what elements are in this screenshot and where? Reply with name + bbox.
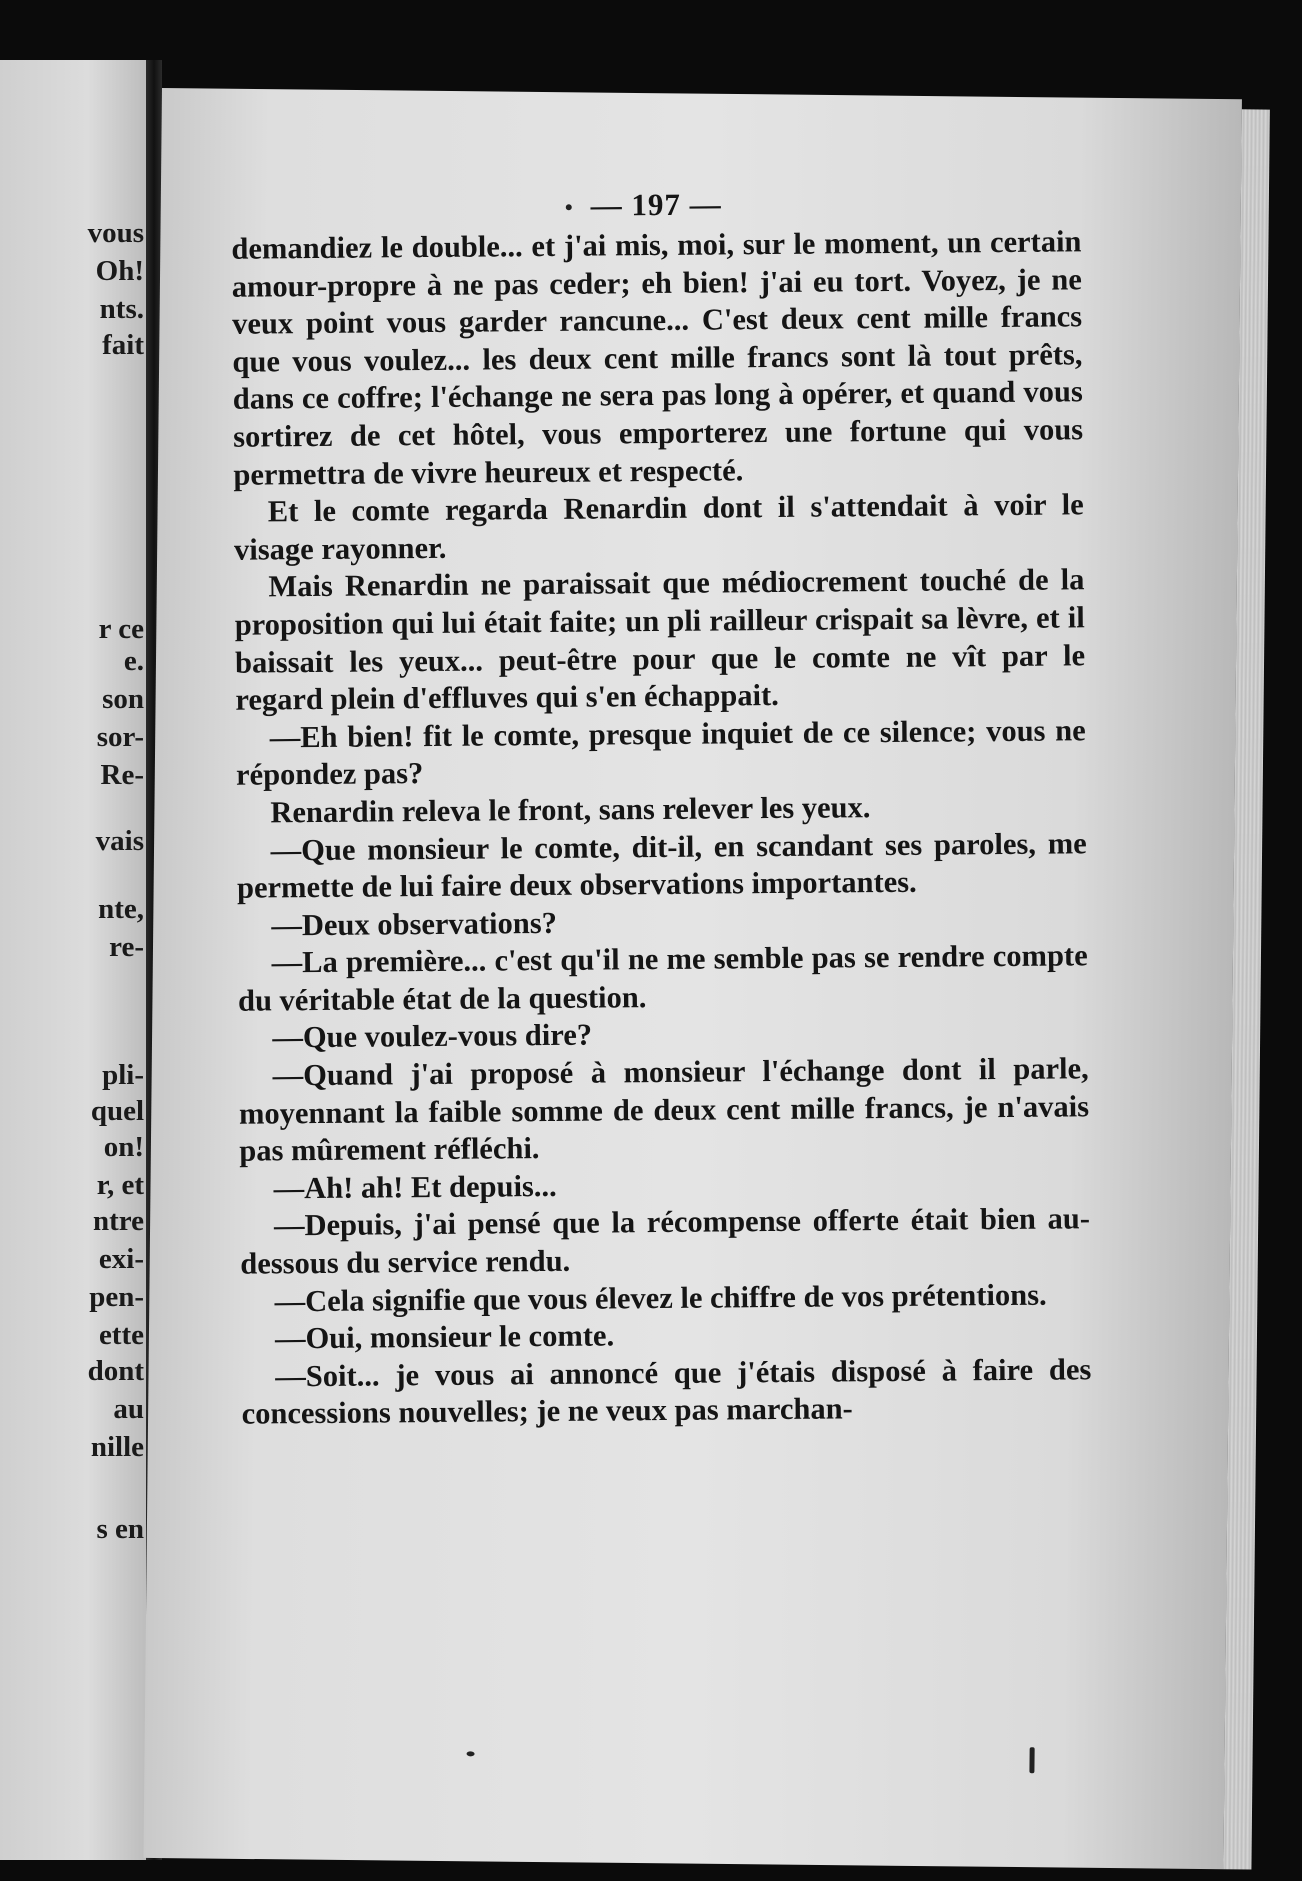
right-page [143,88,1241,1869]
page-number: — 197 — [590,186,722,223]
ink-speck [566,204,572,210]
left-page-fragment: nille [90,1431,144,1463]
left-page-fragment: vais [95,825,144,857]
left-page-fragment: quel [90,1095,144,1127]
left-page-fragment: fait [102,329,144,361]
left-page-fragment: on! [103,1131,144,1163]
left-page-fragment: exi- [98,1243,144,1275]
paragraph: —Ah! ah! Et depuis... [273,1168,557,1206]
left-page-fragment: re- [109,931,144,963]
page-text-block [231,181,1092,1433]
left-page-text-fragments [0,60,146,1860]
left-page-fragment: vous [87,217,144,249]
left-page-fragment: au [113,1393,144,1425]
paragraph: —Oui, monsieur le comte. [274,1318,615,1356]
left-page-fragment: r ce [98,613,144,645]
ink-speck [1029,1747,1034,1773]
left-page-fragment: nts. [99,293,144,325]
left-page-fragment: s en [96,1513,144,1545]
paragraph: —Deux observations? [271,905,558,943]
paragraph: —Que voulez-vous dire? [272,1018,593,1055]
ink-speck [467,1751,475,1756]
page-edge-stack [1223,109,1269,1869]
left-page-fragment: Oh! [95,255,144,287]
left-page-fragment: r, et [96,1169,144,1201]
left-page-fragment: e. [123,645,144,677]
paragraph: —Depuis, j'ai pensé que la récompense offerte était bien au-dessous du service rendu. [240,1201,1091,1281]
left-page-fragment: sor- [96,721,144,753]
left-facing-page [0,60,146,1860]
paragraph: —Eh bien! fit le comte, presque inquiet de ce silence; vous ne répondez pas? [235,713,1086,793]
left-page-fragment: pli- [102,1059,144,1091]
left-page-fragment: ntre [92,1205,144,1237]
left-page-fragment: pen- [89,1281,144,1313]
left-page-fragment: Re- [100,759,144,791]
left-page-fragment: ette [98,1319,144,1351]
paragraph: Et le comte regarda Renardin dont il s'attendait à voir le visage rayonner. [233,487,1084,567]
paragraph: Renardin releva le front, sans relever les yeux. [270,790,871,830]
paragraph: —Soit... je vous ai annoncé que j'étais disposé à faire des concessions nouvelles; je ne veux pas marchan- [241,1352,1092,1432]
paragraph: demandiez le double... et j'ai mis, moi, sur le moment, un certain amour-propre à ne pas ceder; eh bien! j'ai eu tort. Voyez, je ne veux point vous garder rancune... C'est deux cent mille francs que vous voulez... les deux cent mille francs sont là tout prêts, dans ce coffre; l'échange ne sera pas long à opérer, et quand vous sortirez de cet hôtel, vous emporterez une fortune qui vous permettra de vivre heureux et respecté. [231,224,1084,492]
paragraph: —Que monsieur le comte, dit-il, en scandant ses paroles, me permette de lui faire deux observations importantes. [236,825,1087,905]
paragraph: —Cela signifie que vous élevez le chiffre de vos prétentions. [274,1277,1047,1319]
paragraph: Mais Renardin ne paraissait que médiocrement touché de la proposition qui lui était faite; un pli railleur crispait sa lèvre, et il baissait les yeux... peut-être pour que le comte ne vît par le regard plein d'effluves qui s'en échappait. [234,562,1086,717]
left-page-fragment: son [102,683,144,715]
left-page-fragment: nte, [98,893,144,925]
paragraph: —La première... c'est qu'il ne me semble pas se rendre compte du véritable état de la question. [237,938,1088,1018]
paragraph: —Quand j'ai proposé à monsieur l'échange dont il parle, moyennant la faible somme de deux cent mille francs, je n'avais pas mûrement réfléchi. [238,1051,1090,1168]
left-page-fragment: dont [87,1355,144,1387]
